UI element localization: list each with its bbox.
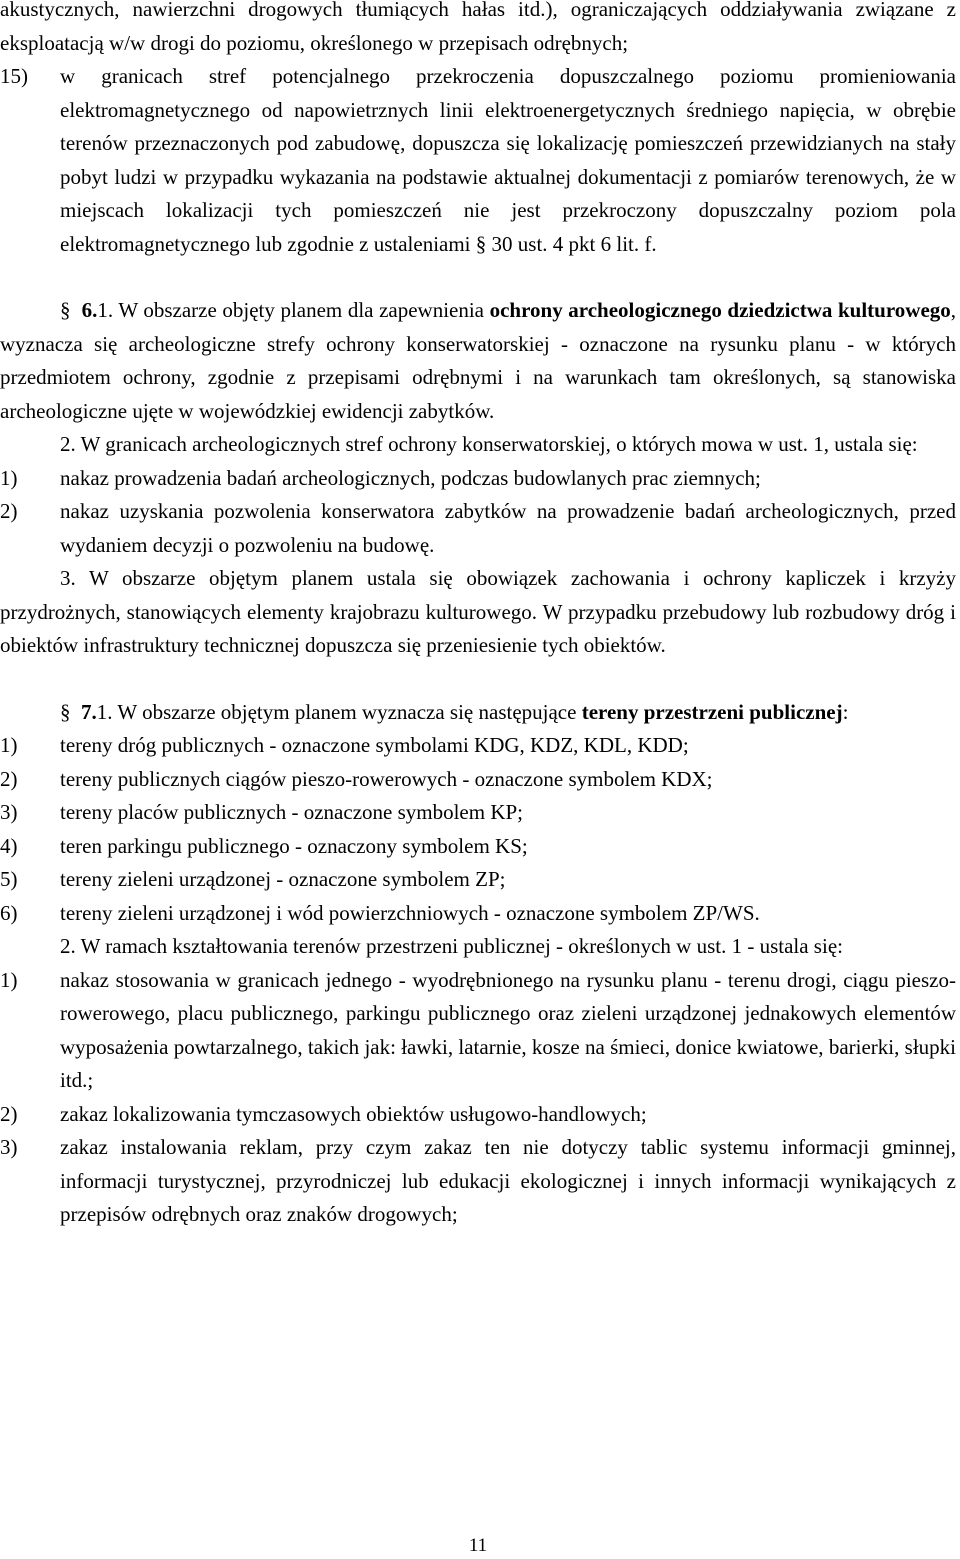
item-number: 1) [0,967,18,992]
item-text: nakaz uzyskania pozwolenia konserwatora zabytków na prowadzenie badań archeologicznych, przed wydaniem decyzji o pozwoleniu na budowę. [60,499,956,557]
section-7-paragraph-2: 2. W ramach kształtowania terenów przestrzeni publicznej - określonych w ust. 1 - ustala się: [60,934,843,958]
item-text: teren parkingu publicznego - oznaczony symbolem KS; [60,833,528,858]
item-text: nakaz prowadzenia badań archeologicznych, podczas budowlanych prac ziemnych; [60,465,761,490]
item-text: tereny zieleni urządzonej i wód powierzchniowych - oznaczone symbolem ZP/WS. [60,900,760,925]
item-number: 6) [0,900,18,925]
list-item [0,495,956,562]
section-number: 6. [81,298,98,322]
list-item [0,729,956,763]
section-6-paragraph-2: 2. W granicach archeologicznych stref ochrony konserwatorskiej, o których mowa w ust. 1, ustala się: [60,432,918,456]
page-number: 11 [468,1535,488,1556]
section-6-paragraph-3: 3. W obszarze objętym planem ustala się obowiązek zachowania i ochrony kapliczek i krzyży przydrożnych, stanowiących elementy krajobrazu kulturowego. W przypadku przebudowy lub rozbudowy dróg i obiektów infrastruktury technicznej dopuszcza się przeniesienie tych obiektów. [0,566,956,657]
item-reference: 30 ust. 4 pkt 6 lit. f. [491,231,657,256]
item-number: 1) [0,465,18,490]
item-number: 3) [0,800,18,824]
item-number: 2) [0,766,18,791]
item-number: 4) [0,833,18,858]
list-item [0,897,956,931]
list-item [0,863,956,897]
item-number: 5) [0,867,18,891]
item-number: 15) [0,64,28,88]
item-text: zakaz lokalizowania tymczasowych obiektów usługowo-handlowych; [60,1101,647,1126]
bold-term: ochrony archeologicznego dziedzictwa kulturowego [489,298,951,322]
item-text: tereny placów publicznych - oznaczone symbolem KP; [60,800,524,824]
section-sign: § [60,699,71,724]
item-number: 2) [0,1101,18,1126]
list-item [0,1131,956,1232]
list-item [0,462,956,496]
item-number: 1) [0,733,18,757]
item-text: tereny dróg publicznych - oznaczone symbolami KDG, KDZ, KDL, KDD; [60,733,689,757]
section-6-paragraph-1 [0,294,956,428]
item-text: zakaz instalowania reklam, przy czym zakaz ten nie dotyczy tablic systemu informacji gminnej, informacji turystycznej, przyrodniczej lub edukacji ekologicznej i innych informacji wynikających z przepisów odrębnych oraz znaków drogowych; [60,1135,956,1226]
list-item [0,763,956,797]
item-text: tereny zieleni urządzonej - oznaczone symbolem ZP; [60,867,506,891]
item-number: 3) [0,1135,18,1159]
list-item [0,830,956,864]
paragraph-text: W obszarze objętym planem wyznacza się następujące [117,699,577,724]
list-item [0,796,956,830]
paragraph-text: : [842,699,849,724]
subsection-number: 1. [96,699,113,724]
section-7-paragraph-1 [0,696,956,730]
subsection-number: 1. [97,298,114,322]
item-text: w granicach stref potencjalnego przekroczenia dopuszczalnego poziomu promieniowania elektromagnetycznego od napowietrznych linii elektroenergetycznych średniego napięcia, w obrębie terenów przeznaczonych pod zabudowę, dopuszcza się lokalizację pomieszczeń przewidzianych na stały pobyt ludzi w przypadku wykazania na podstawie aktualnej dokumentacji z pomiarów terenowych, że w miejscach lokalizacji tych pomieszczeń nie jest przekroczony dopuszczalny poziom pola elektromagnetycznego lub zgodnie z ustaleniami [60,64,956,256]
paragraph-text: W obszarze objęty planem dla zapewnienia [118,298,485,322]
paragraph-text: , wyznacza się archeologiczne strefy ochrony konserwatorskiej - oznaczone na rysunku planu - w których przedmiotem ochrony, zgodnie z przepisami odrębnymi i na warunkach tam określonych, są stanowiska archeologiczne ujęte w wojewódzkiej ewidencji zabytków. [0,298,957,423]
bold-term: tereny przestrzeni publicznej [581,699,843,724]
continuation-paragraph: akustycznych, nawierzchni drogowych tłumiących hałas itd.), ograniczających oddziaływania związane z eksploatacją w/w drogi do poziomu, określonego w przepisach odrębnych; [0,0,956,55]
list-item [0,1098,956,1132]
section-sign: § [60,298,71,322]
item-text: nakaz stosowania w granicach jednego - wyodrębnionego na rysunku planu - terenu drogi, ciągu pieszo-rowerowego, placu publicznego, parkingu publicznego oraz zieleni urządzonej jednakowych elementów wyposażenia powtarzalnego, takich jak: ławki, latarnie, kosze na śmieci, donice kwiatowe, barierki, słupki itd.; [60,967,956,1092]
list-item-15 [0,60,956,261]
list-item [0,964,956,1098]
section-sign: § [475,231,487,256]
section-number: 7. [81,699,97,724]
item-number: 2) [0,499,18,523]
item-text: tereny publicznych ciągów pieszo-rowerowych - oznaczone symbolem KDX; [60,766,713,791]
